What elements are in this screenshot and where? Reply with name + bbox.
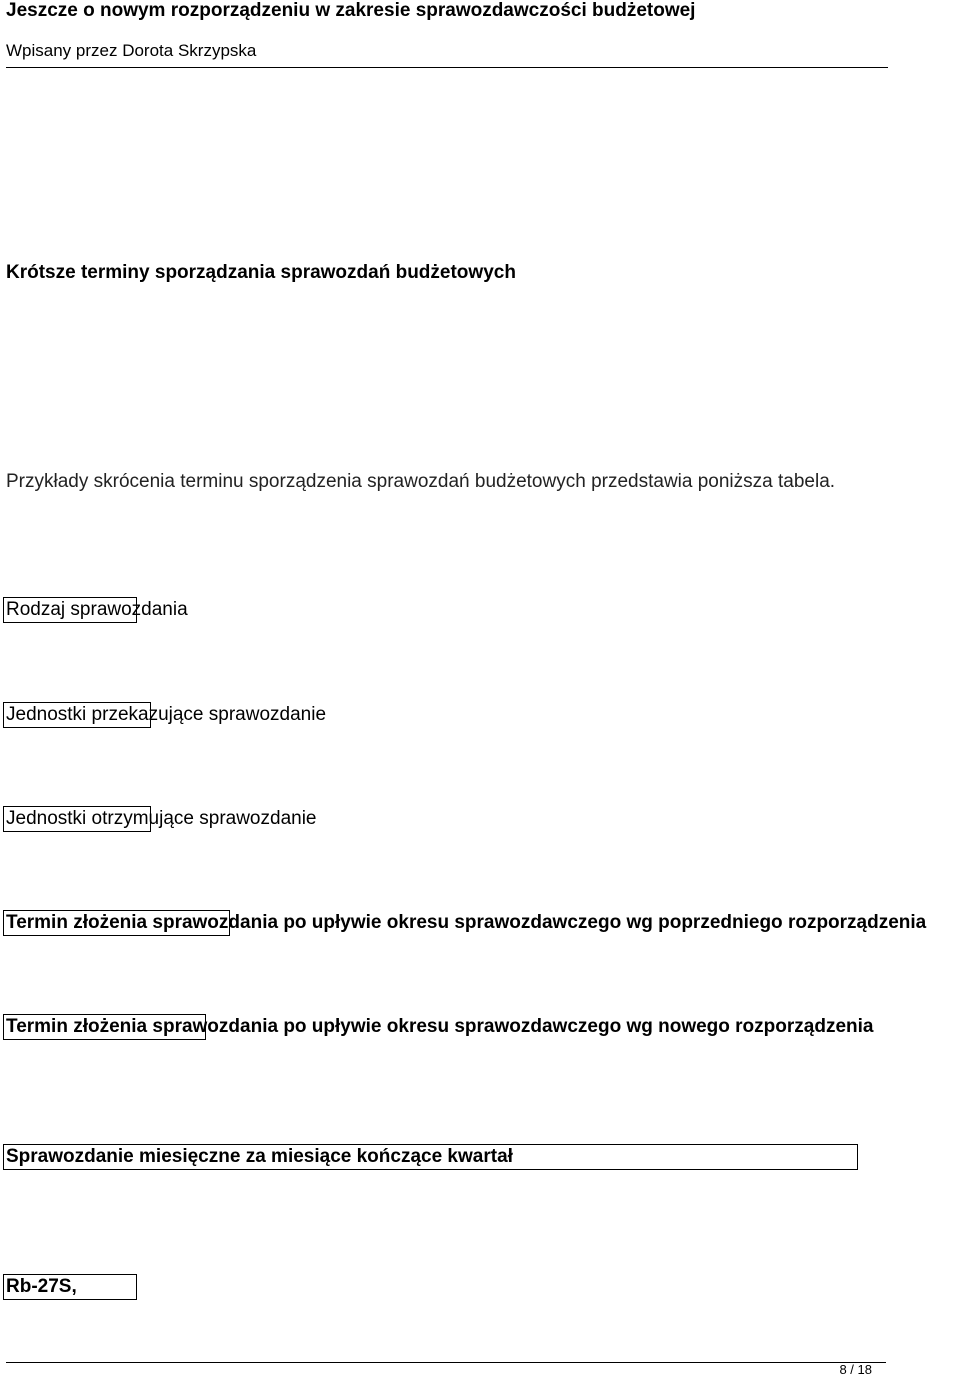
author-byline: Wpisany przez Dorota Skrzypska	[6, 41, 257, 60]
table-cell-monthly-report: Sprawozdanie miesięczne za miesiące kończące kwartał	[6, 1146, 513, 1167]
document-title: Jeszcze o nowym rozporządzeniu w zakresie sprawozdawczości budżetowej	[6, 0, 696, 21]
section-heading: Krótsze terminy sporządzania sprawozdań budżetowych	[6, 262, 516, 283]
page-number: 8 / 18	[839, 1362, 872, 1377]
intro-paragraph: Przykłady skrócenia terminu sporządzenia sprawozdań budżetowych przedstawia poniższa tabela.	[6, 471, 836, 492]
footer-divider	[6, 1362, 886, 1363]
header-divider	[6, 67, 888, 68]
table-cell-submitting-units: Jednostki przekazujące sprawozdanie	[6, 704, 327, 725]
table-cell-old-deadline: Termin złożenia sprawozdania po upływie okresu sprawozdawczego wg poprzedniego rozporządzenia	[6, 912, 927, 933]
table-cell-report-type: Rodzaj sprawozdania	[6, 599, 188, 620]
table-cell-report-code: Rb-27S,	[6, 1276, 77, 1297]
table-cell-receiving-units: Jednostki otrzymujące sprawozdanie	[6, 808, 317, 829]
table-cell-new-deadline: Termin złożenia sprawozdania po upływie okresu sprawozdawczego wg nowego rozporządzenia	[6, 1016, 874, 1037]
